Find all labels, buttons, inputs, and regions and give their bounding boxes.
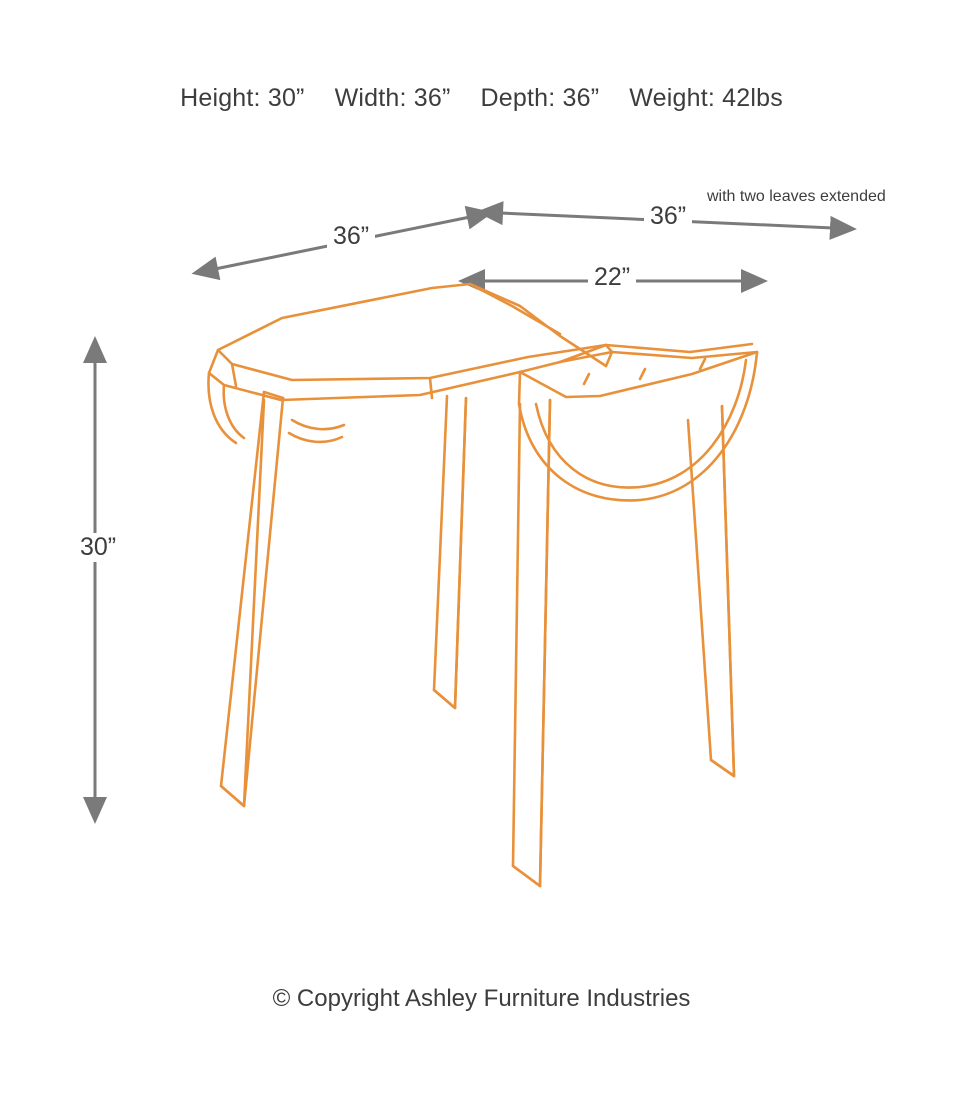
spec-width: Width: 36” — [334, 84, 451, 112]
table-apron — [232, 364, 432, 398]
left-drop-leaf — [208, 373, 344, 443]
leg-front-left — [221, 392, 283, 806]
right-drop-leaf — [519, 352, 757, 500]
table-top-surface — [209, 284, 612, 400]
leg-back-right — [688, 406, 734, 776]
leaf-dimension-label: 22” — [588, 263, 636, 292]
leaves-extended-note: with two leaves extended — [704, 188, 889, 206]
spec-weight: Weight: 42lbs — [629, 84, 783, 112]
height-dimension-label: 30” — [74, 533, 122, 562]
leg-center-back — [434, 396, 466, 708]
leg-front-right — [513, 400, 550, 886]
width-dimension-label: 36” — [644, 202, 692, 231]
spec-depth: Depth: 36” — [480, 84, 600, 112]
depth-dimension-label: 36” — [327, 222, 375, 251]
spec-height: Height: 30” — [180, 84, 305, 112]
copyright-text: © Copyright Ashley Furniture Industries — [272, 985, 691, 1012]
